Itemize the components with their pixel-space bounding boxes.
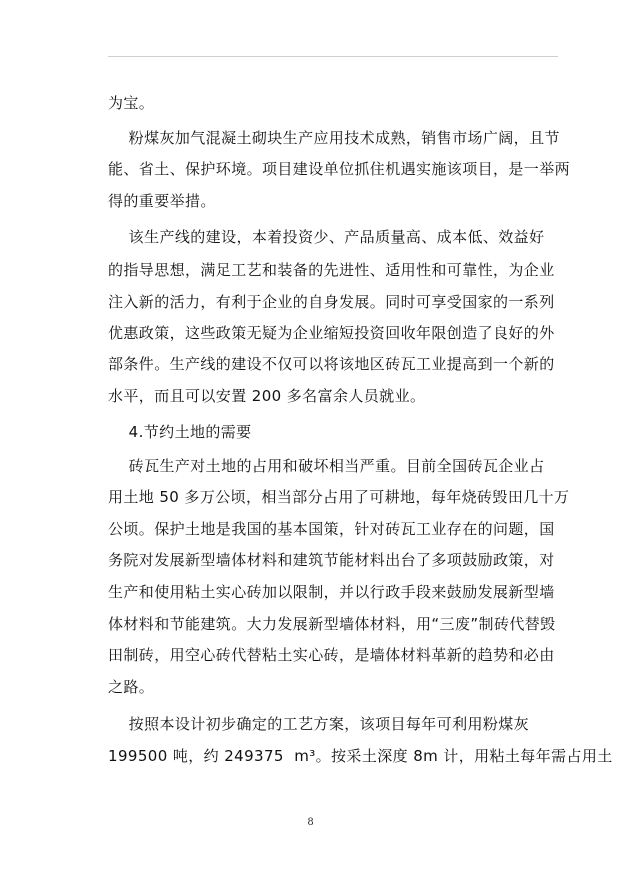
text-line: 公顷。保护土地是我国的基本国策，针对砖瓦工业存在的问题，国: [108, 520, 555, 538]
text-line: 该生产线的建设，本着投资少、产品质量高、成本低、效益好: [108, 228, 545, 246]
text-line: 之路。: [108, 678, 155, 696]
text-line: 为宝。: [108, 94, 155, 112]
text-line: 部条件。生产线的建设不仅可以将该地区砖瓦工业提高到一个新的: [108, 355, 555, 373]
text-line: 务院对发展新型墙体材料和建筑节能材料出台了多项鼓励政策，对: [108, 551, 555, 569]
text-line: 注入新的活力，有利于企业的自身发展。同时可享受国家的一系列: [108, 293, 555, 311]
text-line: 199500 吨，约 249375 m³。按采土深度 8m 计，用粘土每年需占用土: [108, 747, 613, 765]
header-rule: [108, 56, 558, 57]
page-number: 8: [307, 817, 314, 828]
text-line: 体材料和节能建筑。大力发展新型墙体材料，用“三废”制砖代替毁: [108, 615, 556, 633]
text-line: 水平，而且可以安置 200 多名富余人员就业。: [108, 387, 426, 405]
text-line: 田制砖，用空心砖代替粘土实心砖，是墙体材料革新的趋势和必由: [108, 646, 555, 664]
text-line: 能、省土、保护环境。项目建设单位抓住机遇实施该项目，是一举两: [108, 160, 571, 178]
text-line: 得的重要举措。: [108, 192, 216, 210]
text-line: 砖瓦生产对土地的占用和破坏相当严重。目前全国砖瓦企业占: [108, 457, 545, 475]
text-line: 用土地 50 多万公顷，相当部分占用了可耕地，每年烧砖毁田几十万: [108, 488, 570, 506]
text-line: 粉煤灰加气混凝土砌块生产应用技术成熟，销售市场广阔，且节: [108, 129, 560, 147]
section-heading: 4.节约土地的需要: [108, 423, 252, 441]
text-line: 生产和使用粘土实心砖加以限制，并以行政手段来鼓励发展新型墙: [108, 583, 555, 601]
text-line: 按照本设计初步确定的工艺方案，该项目每年可利用粉煤灰: [108, 715, 530, 733]
text-line: 优惠政策，这些政策无疑为企业缩短投资回收年限创造了良好的外: [108, 324, 555, 342]
text-line: 的指导思想，满足工艺和装备的先进性、适用性和可靠性，为企业: [108, 261, 555, 279]
